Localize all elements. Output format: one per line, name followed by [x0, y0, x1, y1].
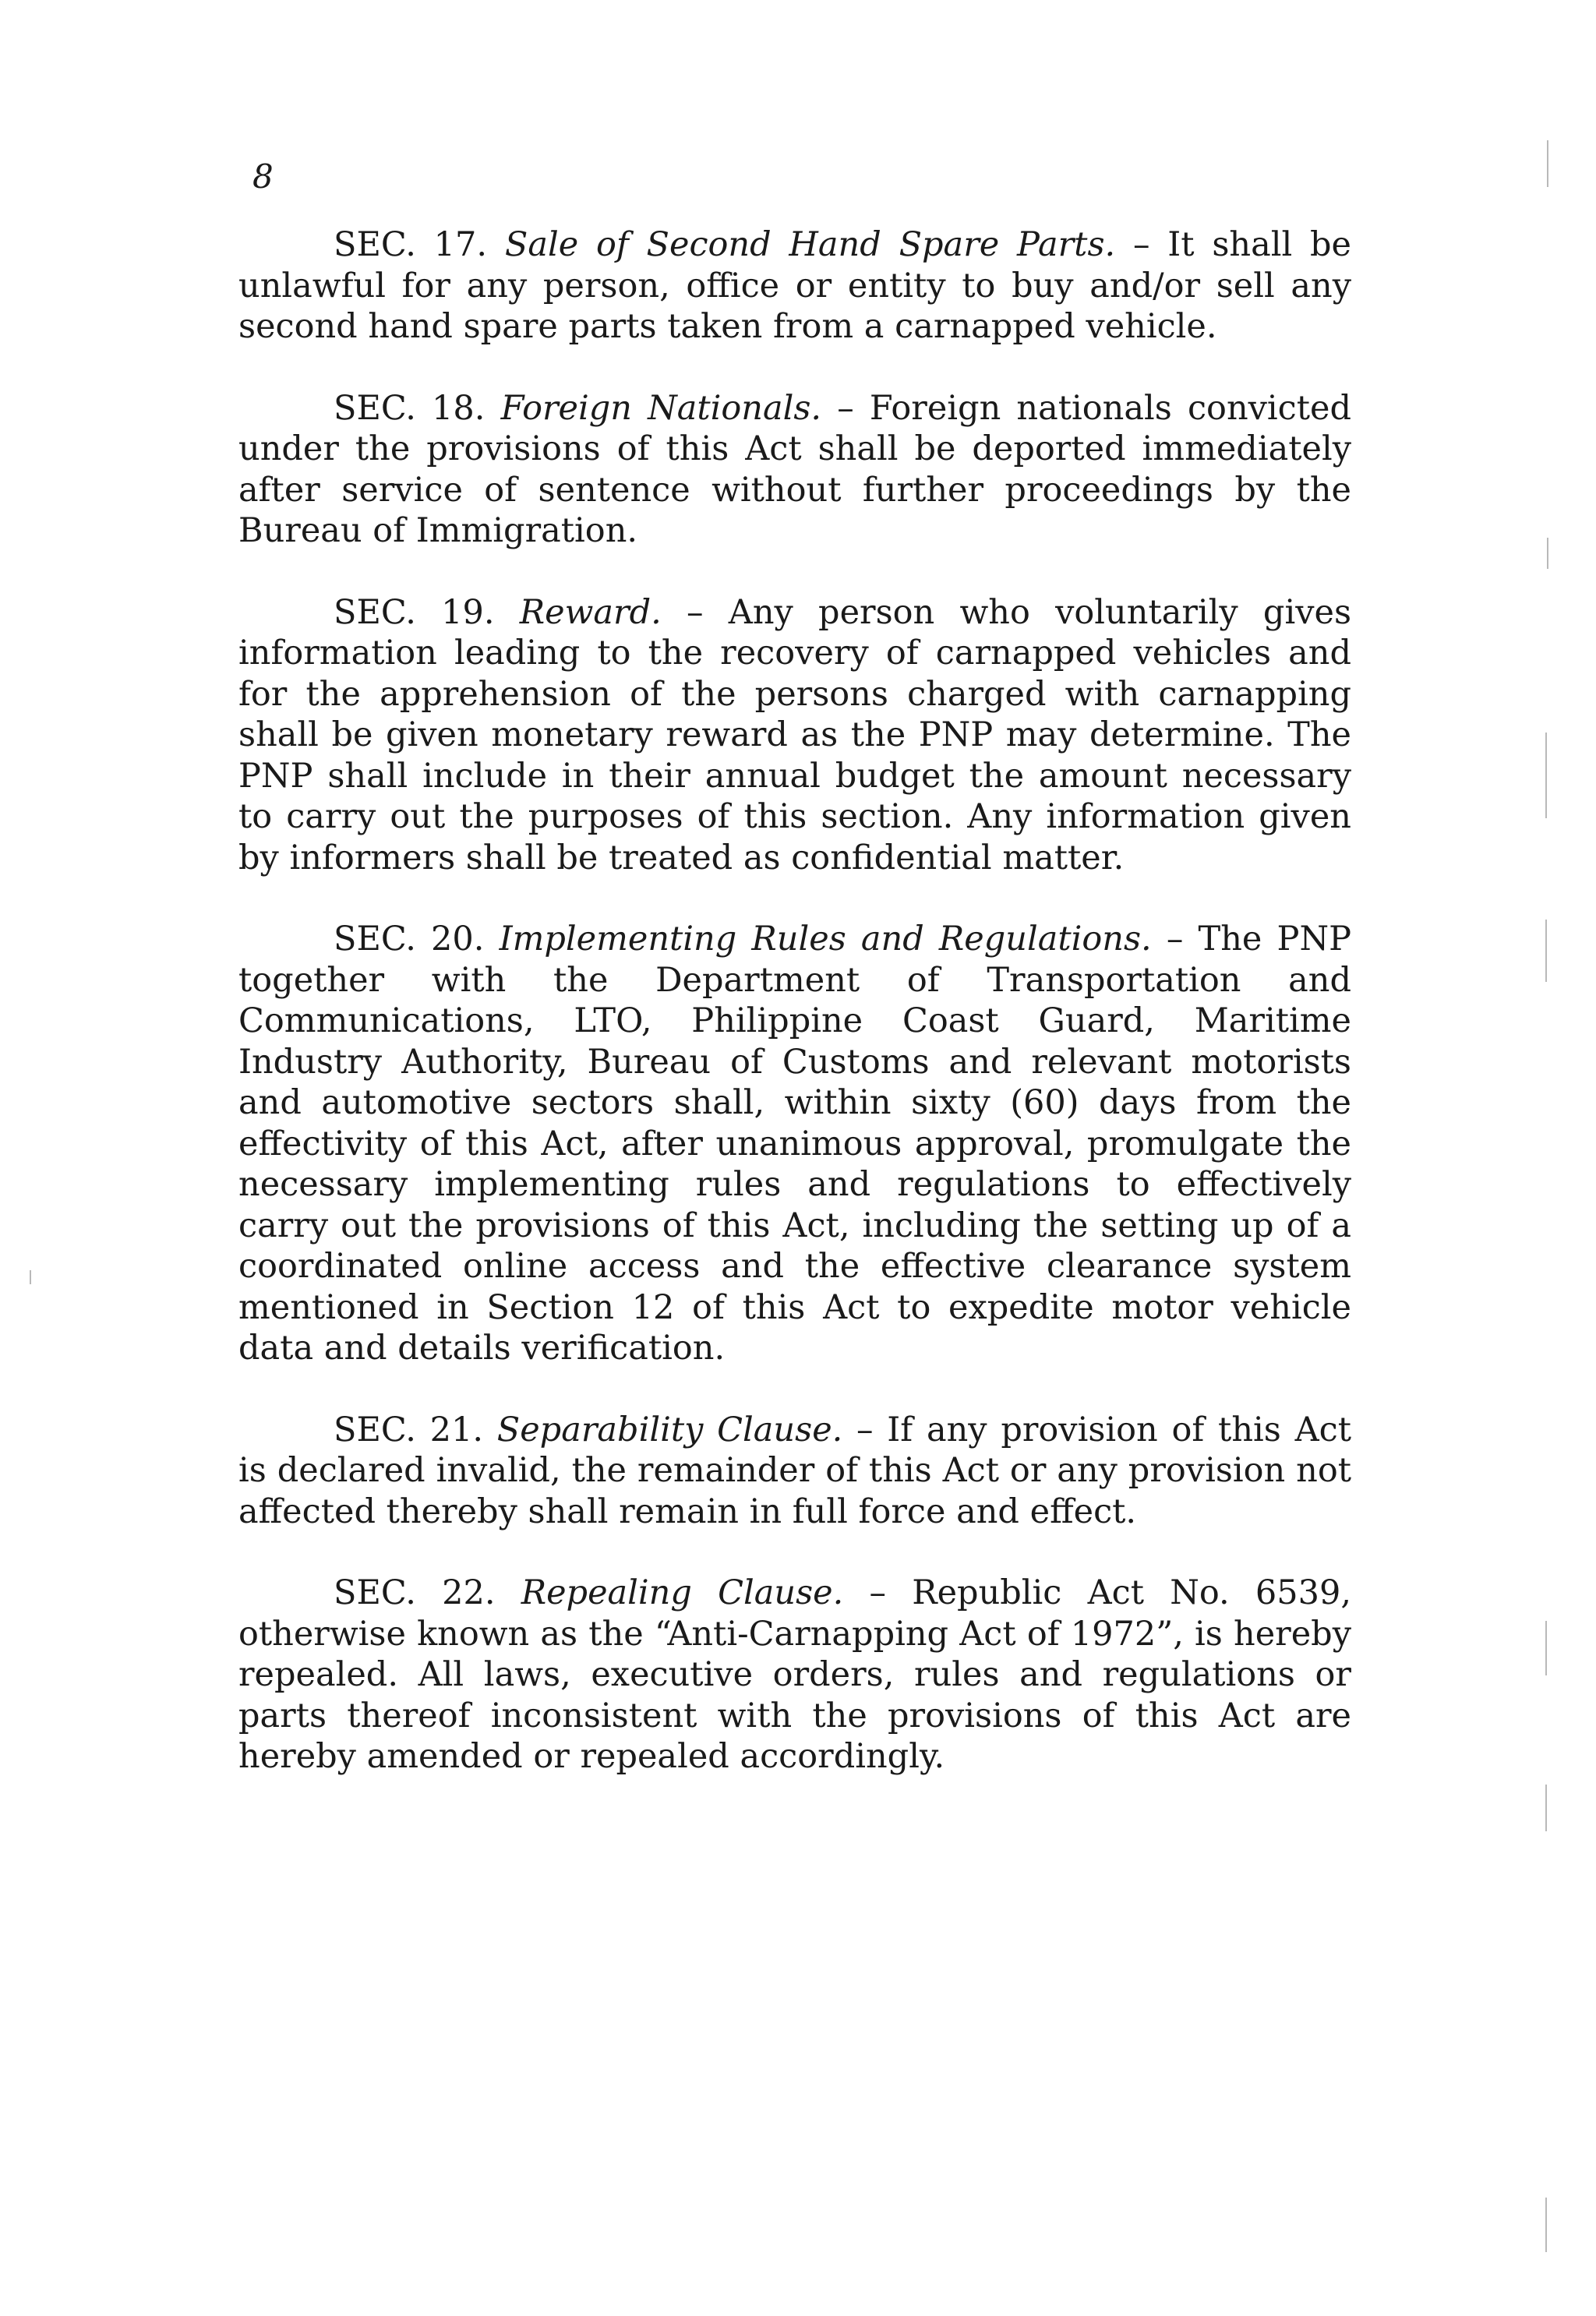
section-title: Repealing Clause.: [521, 1573, 844, 1612]
page-number: 8: [252, 157, 274, 196]
section-title: Foreign Nationals.: [500, 388, 822, 428]
section-20: [238, 919, 1351, 1369]
scan-speck: [1545, 733, 1547, 818]
section-22: [238, 1573, 1351, 1778]
scan-speck: [1547, 140, 1548, 187]
section-title: Implementing Rules and Regulations.: [499, 920, 1152, 959]
section-number: SEC. 17.: [334, 225, 488, 264]
section-title: Reward.: [519, 592, 662, 632]
section-title: Sale of Second Hand Spare Parts.: [504, 225, 1116, 264]
section-body: – Republic Act No. 6539, otherwise known as the “Anti-Carnapping Act of 1972”, is hereby repealed. All laws, executive orders, rules and regulations or parts thereof inconsistent with the provisions of this Act are hereby amended or repealed accordingly.: [238, 1573, 1351, 1776]
section-number: SEC. 21.: [334, 1410, 484, 1449]
section-body: – Foreign nationals convicted under the provisions of this Act shall be deported immediately after service of sentence without further proceedings by the Bureau of Immigration.: [238, 388, 1352, 550]
section-body: – The PNP together with the Department of Transportation and Communications, LTO, Philippine Coast Guard, Maritime Industry Authority, Bureau of Customs and relevant motorists and automotive sectors shall, within sixty (60) days from the effectivity of this Act, after unanimous approval, promulgate the necessary implementing rules and regulations to effectively carry out the provisions of this Act, including the setting up of a coordinated online access and the effective clearance system mentioned in Section 12 of this Act to expedite motor vehicle data and details verification.: [238, 920, 1352, 1368]
section-number: SEC. 20.: [334, 920, 485, 959]
section-number: SEC. 18.: [334, 388, 486, 428]
scan-speck: [1545, 1621, 1547, 1675]
section-18: [238, 388, 1351, 552]
scan-speck: [1545, 920, 1547, 982]
section-17: [238, 224, 1351, 348]
scan-speck: [1545, 1785, 1547, 1831]
scan-speck: [1545, 2198, 1547, 2252]
section-title: Separability Clause.: [496, 1410, 843, 1449]
document-body: [238, 224, 1351, 1818]
scan-speck: [1547, 538, 1548, 569]
section-number: SEC. 19.: [334, 592, 495, 632]
section-21: [238, 1410, 1351, 1533]
section-body: – It shall be unlawful for any person, office or entity to buy and/or sell any second hand spare parts taken from a carnapped vehicle.: [238, 225, 1352, 346]
section-body: – If any provision of this Act is declared invalid, the remainder of this Act or any provision not affected thereby shall remain in full force and effect.: [238, 1410, 1352, 1531]
section-number: SEC. 22.: [334, 1573, 496, 1612]
scan-speck: [30, 1270, 31, 1284]
section-19: [238, 592, 1351, 879]
section-body: – Any person who voluntarily gives information leading to the recovery of carnapped vehicles and for the apprehension of the persons charged with carnapping shall be given monetary reward as the PNP may determine. The PNP shall include in their annual budget the amount necessary to carry out the purposes of this section. Any information given by informers shall be treated as confidential matter.: [238, 592, 1352, 877]
